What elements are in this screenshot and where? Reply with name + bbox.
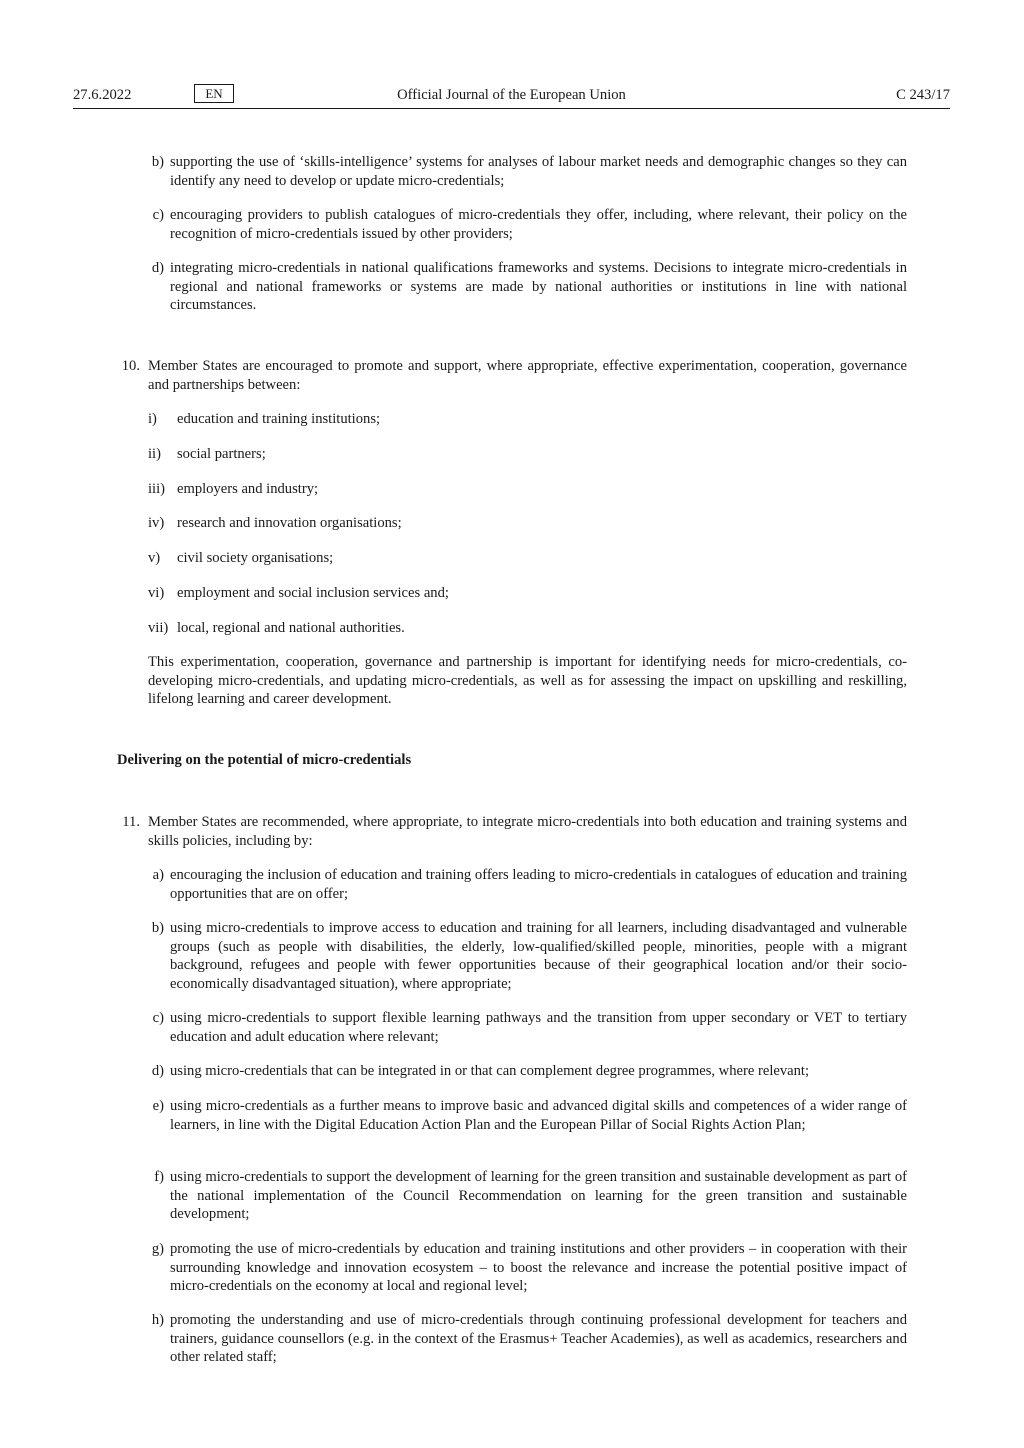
list-item — [148, 445, 907, 464]
list-item-text: using micro-credentials as a further means to improve basic and advanced digital skills and competences of a wider range of learners, in line with the Digital Education Action Plan and the European Pillar of Social Rights Action Plan; — [170, 1098, 907, 1133]
list-item-text: using micro-credentials to improve access to education and training for all learners, including disadvantaged and vulnerable groups (such as people with disabilities, the elderly, low-qualified/skilled people, minorities, people with a migrant background, refugees and people with fewer opportunities because of their geographical location and/or their socio-economically disadvantaged situation), where appropriate; — [170, 920, 907, 992]
list-item-text: research and innovation organisations; — [177, 515, 402, 531]
list-item-label: iii) — [148, 481, 166, 497]
list-item-label: h) — [151, 1312, 164, 1328]
list-item — [148, 480, 907, 499]
point-text: Member States are encouraged to promote and support, where appropriate, effective experimentation, cooperation, governance and partnerships between: — [148, 358, 907, 393]
journal-header — [73, 86, 950, 109]
list-item — [151, 153, 907, 190]
list-item-text: supporting the use of ‘skills-intelligence’ systems for analyses of labour market needs and demographic changes so they can identify any need to develop or update micro-credentials; — [170, 154, 907, 189]
numbered-point-11 — [122, 813, 907, 850]
list-item — [152, 1009, 907, 1046]
list-item — [148, 584, 907, 603]
list-item-text: promoting the understanding and use of micro-credentials through continuing professional development for teachers and trainers, guidance counsellors (e.g. in the context of the Erasmus+ Teacher Academies), as well as academics, researchers and other related staff; — [170, 1312, 907, 1366]
list-item-text: encouraging the inclusion of education and training offers leading to micro-credentials in catalogues of education and training opportunities that are on offer; — [170, 867, 907, 902]
journal-title: Official Journal of the European Union — [397, 87, 626, 103]
closing-paragraph: This experimentation, cooperation, governance and partnership is important for identifying needs for micro-credentials, co-developing micro-credentials, and updating micro-credentials, as well as for assessing the impact on upskilling and reskilling, lifelong learning and career development. — [148, 654, 907, 708]
list-item-label: v) — [148, 550, 161, 566]
list-item-label: ii) — [148, 446, 161, 462]
publication-date: 27.6.2022 — [73, 87, 132, 103]
list-item-text: education and training institutions; — [177, 411, 381, 427]
list-item-text: civil society organisations; — [177, 550, 334, 566]
language-badge: EN — [194, 84, 234, 103]
list-item-text: using micro-credentials that can be integrated in or that can complement degree programmes, where relevant; — [170, 1063, 810, 1079]
list-item-label: g) — [151, 1241, 164, 1257]
list-item — [151, 1240, 907, 1296]
list-item-text: employment and social inclusion services and; — [177, 585, 449, 601]
list-item-label: c) — [152, 1010, 164, 1026]
list-item — [154, 1168, 907, 1224]
point-number: 11. — [122, 814, 140, 830]
page-reference: C 243/17 — [896, 87, 950, 103]
list-item — [148, 549, 907, 568]
list-item-label: i) — [148, 411, 157, 427]
point-text: Member States are recommended, where appropriate, to integrate micro-credentials into both education and training systems and skills policies, including by: — [148, 814, 907, 849]
list-item-label: d) — [151, 260, 164, 276]
list-item-label: iv) — [148, 515, 165, 531]
list-item — [148, 514, 907, 533]
list-item-text: using micro-credentials to support flexible learning pathways and the transition from upper secondary or VET to tertiary education and adult education where relevant; — [170, 1010, 907, 1045]
list-item-text: promoting the use of micro-credentials by education and training institutions and other providers – in cooperation with their surrounding knowledge and innovation ecosystem – to boost the relevance and increase the potential positive impact of micro-credentials on the economy at local and regional level; — [170, 1241, 907, 1295]
section-heading: Delivering on the potential of micro-credentials — [117, 752, 412, 768]
list-item — [151, 919, 907, 993]
point-number: 10. — [121, 358, 140, 374]
list-item-label: vii) — [148, 620, 169, 636]
list-item — [148, 410, 907, 429]
list-item — [152, 1097, 907, 1134]
list-item-label: a) — [152, 867, 164, 883]
list-item — [151, 1062, 907, 1081]
list-item-text: encouraging providers to publish catalogues of micro-credentials they offer, including, where relevant, their policy on the recognition of micro-credentials issued by other providers; — [170, 207, 907, 242]
list-item-text: social partners; — [177, 446, 266, 462]
list-item — [152, 866, 907, 903]
list-item-text: employers and industry; — [177, 481, 319, 497]
list-item — [152, 206, 907, 243]
numbered-point-10 — [121, 357, 907, 394]
list-item-label: b) — [151, 920, 164, 936]
list-item-label: b) — [151, 154, 164, 170]
list-item-label: c) — [152, 207, 164, 223]
list-item — [151, 1311, 907, 1367]
list-item-label: vi) — [148, 585, 165, 601]
list-item-text: integrating micro-credentials in national qualifications frameworks and systems. Decisions to integrate micro-credentials in regional and national frameworks or systems are made by national authorities or institutions in line with national circumstances. — [170, 260, 907, 314]
list-item-label: d) — [151, 1063, 164, 1079]
list-item-text: using micro-credentials to support the development of learning for the green transition and sustainable development as part of the national implementation of the Council Recommendation on learning for the green transition and sustainable development; — [170, 1169, 907, 1223]
list-item — [151, 259, 907, 315]
list-item — [148, 619, 907, 638]
list-item-label: f) — [154, 1169, 164, 1185]
list-item-label: e) — [152, 1098, 164, 1114]
list-item-text: local, regional and national authorities. — [177, 620, 405, 636]
